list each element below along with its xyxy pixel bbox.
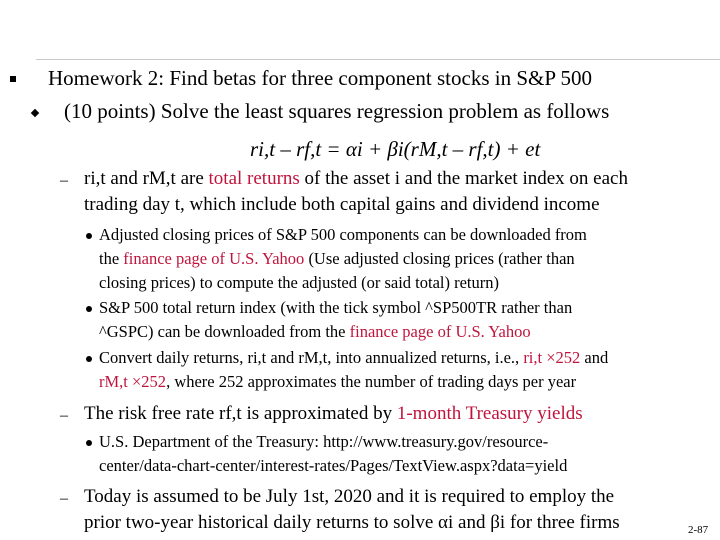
sub-2-1-line-2 xyxy=(99,456,567,476)
slide-title: Homework 2: Find betas for three component stocks in S&P 500 xyxy=(48,66,592,90)
bullet-3-line-1 xyxy=(84,486,614,508)
text-run: trading day t, which include both capital gains and dividend income xyxy=(84,194,600,215)
highlight-text: total returns xyxy=(208,168,300,189)
point-1-text: (10 points) Solve the least squares regression problem as follows xyxy=(64,99,610,123)
bullet-diamond-icon xyxy=(31,109,39,117)
bullet-2-line-1 xyxy=(84,403,583,425)
sub-1-1-line-1 xyxy=(99,225,587,245)
sub-1-2-line-1 xyxy=(99,298,572,318)
sub-1-1-line-3 xyxy=(99,273,499,293)
highlight-text: rM,t ×252 xyxy=(99,372,167,391)
text-run: , where 252 approximates the number of trading days per year xyxy=(166,372,577,391)
text-run: closing prices) to compute the adjusted (or said total) return) xyxy=(99,273,500,292)
text-run: of the asset i and the market index on each xyxy=(299,168,628,189)
highlight-text: finance page of U.S. Yahoo xyxy=(123,249,305,268)
text-run: S&P 500 total return index (with the tick symbol ^SP500TR rather than xyxy=(99,298,573,317)
highlight-text: finance page of U.S. Yahoo xyxy=(349,322,531,341)
highlight-text: 1-month Treasury yields xyxy=(396,403,583,424)
text-run: The risk free rate rf,t is approximated by xyxy=(84,403,397,424)
sub-1-3-line-1 xyxy=(99,348,608,368)
dash-bullet-icon: – xyxy=(60,407,68,424)
bullet-1-line-2 xyxy=(84,194,600,216)
dot-bullet-icon xyxy=(86,440,92,446)
sub-1-1-line-2 xyxy=(99,249,575,269)
bullet-square-icon xyxy=(10,76,16,82)
text-run: and xyxy=(580,348,609,367)
text-run: center/data-chart-center/interest-rates/Pages/TextView.aspx?data=yield xyxy=(99,456,568,475)
text-run: ^GSPC) can be downloaded from the xyxy=(99,322,350,341)
dot-bullet-icon xyxy=(86,306,92,312)
text-run: Today is assumed to be July 1st, 2020 and it is required to employ the xyxy=(84,486,615,507)
text-run: the xyxy=(99,249,124,268)
text-run: U.S. Department of the Treasury: http://www.treasury.gov/resource- xyxy=(99,432,549,451)
page-number: 2-87 xyxy=(688,524,709,536)
text-run: Adjusted closing prices of S&P 500 components can be downloaded from xyxy=(99,225,587,244)
bullet-3-line-2 xyxy=(84,512,620,534)
dash-bullet-icon: – xyxy=(60,172,68,189)
text-run: ri,t and rM,t are xyxy=(84,168,209,189)
title-rule xyxy=(36,59,720,60)
sub-1-3-line-2 xyxy=(99,372,576,392)
text-run: (Use adjusted closing prices (rather than xyxy=(304,249,575,268)
regression-equation: ri,t – rf,t = αi + βi(rM,t – rf,t) + et xyxy=(250,137,541,161)
dot-bullet-icon xyxy=(86,356,92,362)
text-run: prior two-year historical daily returns to solve αi and βi for three firms xyxy=(84,512,620,533)
sub-1-2-line-2 xyxy=(99,322,531,342)
dot-bullet-icon xyxy=(86,233,92,239)
text-run: Convert daily returns, ri,t and rM,t, into annualized returns, i.e., xyxy=(99,348,524,367)
sub-2-1-line-1 xyxy=(99,432,548,452)
dash-bullet-icon: – xyxy=(60,490,68,507)
bullet-1-line-1 xyxy=(84,168,628,190)
highlight-text: ri,t ×252 xyxy=(523,348,581,367)
